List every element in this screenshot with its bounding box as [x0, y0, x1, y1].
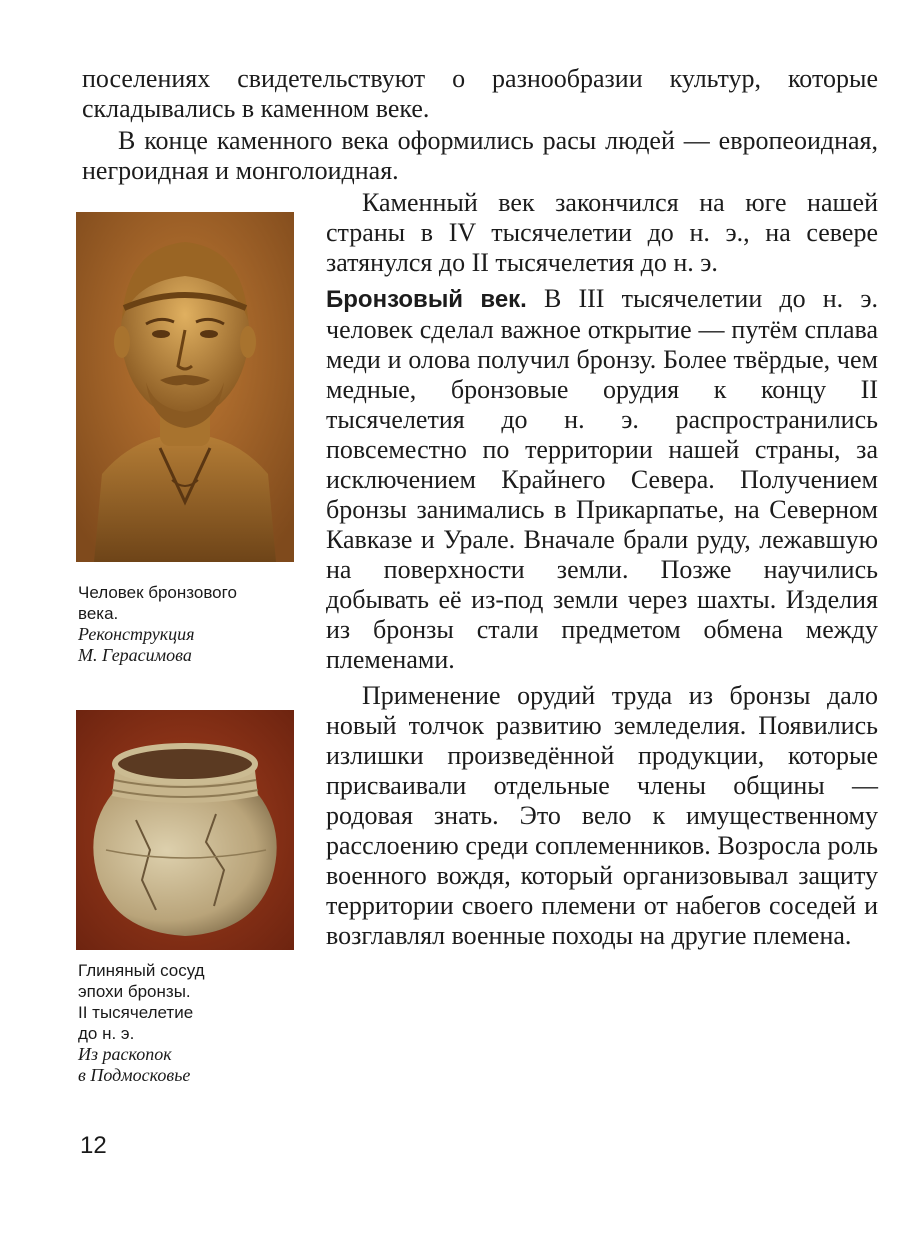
- vessel-caption-line: II тысячелетие: [78, 1003, 194, 1022]
- vessel-caption: [78, 960, 308, 1086]
- bust-caption-line: века.: [78, 604, 119, 623]
- bust-caption: [78, 582, 308, 666]
- bust-caption-italic-line: М. Герасимова: [78, 645, 192, 665]
- paragraph-stone-age-end: Каменный век закончился на юге нашей страны в IV тысячелетии до н. э., на севере затянулся до II тысячелетия до н. э.: [326, 188, 878, 277]
- top-text-block: [82, 64, 878, 186]
- paragraph-races: В конце каменного века оформились расы людей — европеоидная, негроидная и монголоидная.: [82, 126, 878, 185]
- paragraph-settlements: поселениях свидетельствуют о разнообразии культур, которые складывались в каменном веке.: [82, 64, 878, 123]
- vessel-caption-line: до н. э.: [78, 1024, 135, 1043]
- vessel-caption-italic-line: Из раскопок: [78, 1044, 172, 1064]
- clay-vessel-photo: [76, 710, 294, 950]
- bust-caption-italic-line: Реконструкция: [78, 624, 195, 644]
- bronze-age-body: В III тысячелетии до н. э. человек сделал важное открытие — путём сплава меди и олова получил бронзу. Более твёрдые, чем медные, бронзовые орудия к концу II тысячелетия до н. э. распространились повсеместно по территории нашей страны, за исключением Крайнего Севера. Получением бронзы занимались в Прикарпатье, на Северном Кавказе и Урале. Вначале брали руду, лежавшую на поверхности земли. Позже научились добывать её из-под земли через шахты. Изделия из бронзы стали предметом обмена между племенами.: [326, 284, 878, 674]
- paragraph-agriculture: Применение орудий труда из бронзы дало новый толчок развитию земледелия. Появились излишки произведённой продукции, которые присваивали отдельные члены общины — родовая знать. Это вело к имущественному расслоению среди соплеменников. Возросла роль военного вождя, который организовывал защиту территории своего племени от набегов соседей и возглавлял военные походы на другие племена.: [326, 681, 878, 950]
- paragraph-bronze-age: [326, 284, 878, 675]
- bust-caption-line: Человек бронзового: [78, 583, 237, 602]
- vessel-caption-italic-line: в Подмосковье: [78, 1065, 191, 1085]
- page-number: 12: [80, 1132, 107, 1159]
- main-text-column: [326, 188, 878, 951]
- bronze-age-man-bust-photo: [76, 212, 294, 562]
- vessel-caption-line: Глиняный сосуд: [78, 961, 205, 980]
- bust-illustration: [76, 212, 294, 562]
- vessel-illustration: [76, 710, 294, 950]
- vessel-caption-line: эпохи бронзы.: [78, 982, 191, 1001]
- section-heading-bronze-age: Бронзовый век.: [326, 286, 527, 313]
